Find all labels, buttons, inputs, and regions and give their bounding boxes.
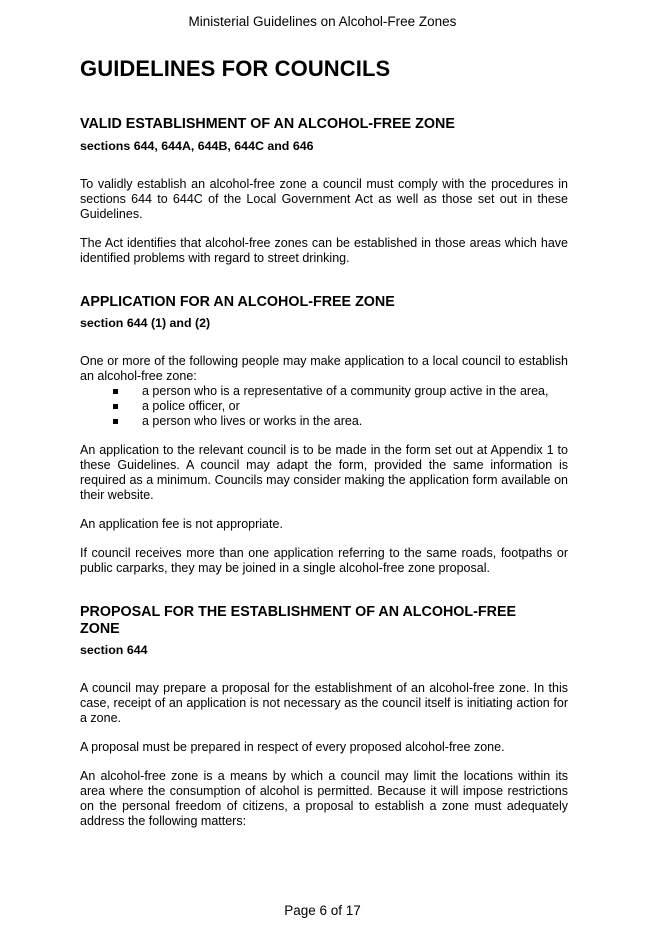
list-item-text: a person who is a representative of a community group active in the area, xyxy=(142,384,549,398)
section-heading xyxy=(80,604,568,637)
paragraph: One or more of the following people may make application to a local council to establish an alcohol-free zone: xyxy=(80,354,568,383)
page-title: GUIDELINES FOR COUNCILS xyxy=(80,56,391,81)
section-reference: section 644 xyxy=(80,643,148,657)
section-application xyxy=(80,294,568,577)
section-proposal xyxy=(80,604,568,829)
section-heading-line: ZONE xyxy=(80,620,120,637)
list-item-text: a person who lives or works in the area. xyxy=(142,414,363,428)
section-reference: sections 644, 644A, 644B, 644C and 646 xyxy=(80,138,314,153)
running-header: Ministerial Guidelines on Alcohol-Free Zones xyxy=(188,14,457,29)
list-item xyxy=(80,399,568,414)
bullet-square-icon xyxy=(113,404,118,409)
page-body xyxy=(80,56,568,849)
list-item xyxy=(80,414,568,429)
paragraph: To validly establish an alcohol-free zone a council must comply with the procedures in sections 644 to 644C of the Local Government Act as well as those set out in these Guidelines. xyxy=(80,176,568,221)
section-valid-establishment xyxy=(80,116,568,266)
list-item xyxy=(80,384,568,399)
paragraph: An application to the relevant council is to be made in the form set out at Appendix 1 to these Guidelines. A council may adapt the form, provided the same information is required as a minimum. Councils may consider making the application form available on their website. xyxy=(80,443,568,502)
paragraph: A council may prepare a proposal for the establishment of an alcohol-free zone. In this case, receipt of an application is not necessary as the council itself is initiating action for a zone. xyxy=(80,681,568,725)
page-number: Page 6 of 17 xyxy=(284,903,361,918)
paragraph: An alcohol-free zone is a means by which a council may limit the locations within its area where the consumption of alcohol is permitted. Because it will impose restrictions on the personal freedom of citizens, a proposal to establish a zone must adequately address the following matters: xyxy=(80,769,568,828)
paragraph: A proposal must be prepared in respect of every proposed alcohol-free zone. xyxy=(80,740,505,754)
bullet-square-icon xyxy=(113,419,118,424)
paragraph: If council receives more than one application referring to the same roads, footpaths or public carparks, they may be joined in a single alcohol-free zone proposal. xyxy=(80,546,568,575)
section-heading: APPLICATION FOR AN ALCOHOL-FREE ZONE xyxy=(80,293,395,310)
section-heading-line: PROPOSAL FOR THE ESTABLISHMENT OF AN ALCOHOL-FREE xyxy=(80,604,517,620)
bullet-square-icon xyxy=(113,389,118,394)
section-heading: VALID ESTABLISHMENT OF AN ALCOHOL-FREE ZONE xyxy=(80,116,455,132)
list-item-text: a police officer, or xyxy=(142,399,240,413)
section-reference: section 644 (1) and (2) xyxy=(80,316,211,330)
paragraph: An application fee is not appropriate. xyxy=(80,517,283,531)
paragraph: The Act identifies that alcohol-free zones can be established in those areas which have identified problems with regard to street drinking. xyxy=(80,235,568,265)
eligible-applicants-list xyxy=(80,384,568,429)
